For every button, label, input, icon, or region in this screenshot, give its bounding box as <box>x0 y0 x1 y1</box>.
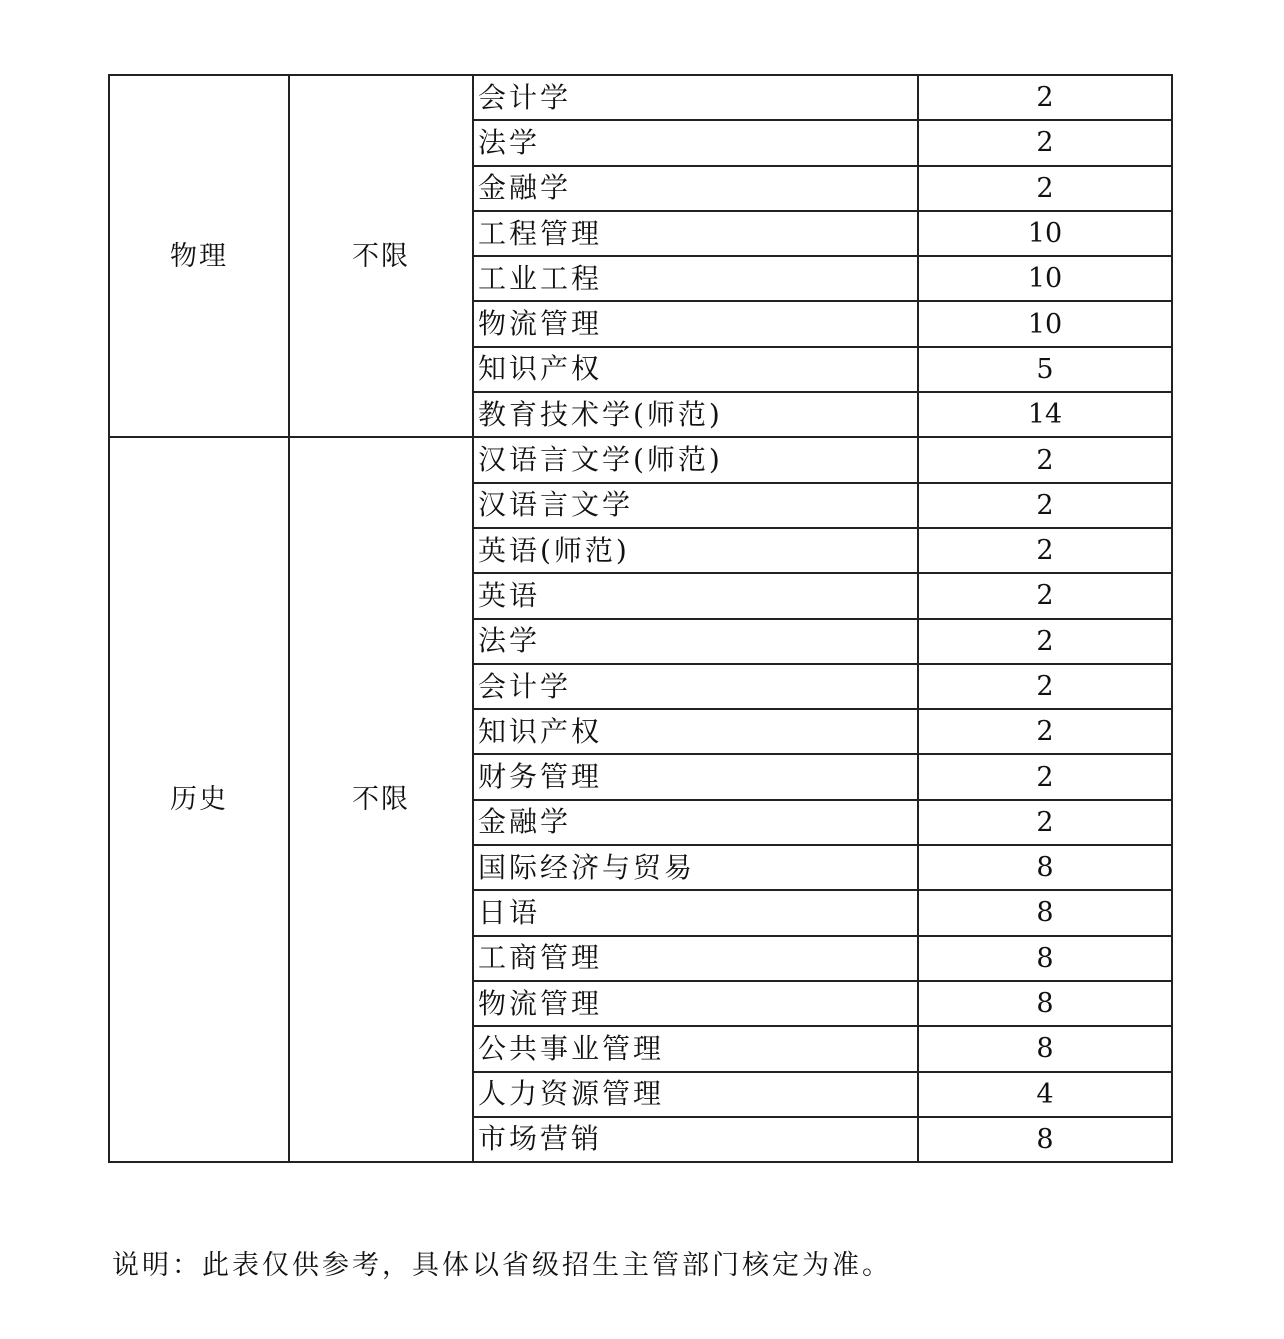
major-cell: 财务管理 <box>473 754 918 799</box>
major-cell: 英语 <box>473 573 918 618</box>
table-row <box>109 75 1172 120</box>
major-cell: 物流管理 <box>473 301 918 346</box>
count-cell: 2 <box>918 437 1172 482</box>
count-cell: 8 <box>918 1026 1172 1071</box>
table-row <box>109 437 1172 482</box>
count-cell: 2 <box>918 619 1172 664</box>
count-cell: 8 <box>918 1117 1172 1162</box>
count-cell: 8 <box>918 936 1172 981</box>
count-cell: 2 <box>918 664 1172 709</box>
major-cell: 英语(师范) <box>473 528 918 573</box>
enrollment-table-container <box>108 74 1173 1163</box>
major-cell: 日语 <box>473 890 918 935</box>
count-cell: 8 <box>918 845 1172 890</box>
count-cell: 8 <box>918 981 1172 1026</box>
major-cell: 人力资源管理 <box>473 1072 918 1117</box>
major-cell: 汉语言文学(师范) <box>473 437 918 482</box>
major-cell: 会计学 <box>473 664 918 709</box>
count-cell: 2 <box>918 528 1172 573</box>
major-cell: 市场营销 <box>473 1117 918 1162</box>
count-cell: 14 <box>918 392 1172 437</box>
major-cell: 金融学 <box>473 800 918 845</box>
count-cell: 2 <box>918 166 1172 211</box>
major-cell: 法学 <box>473 619 918 664</box>
table-note: 说明：此表仅供参考，具体以省级招生主管部门核定为准。 <box>112 1250 892 1281</box>
subject-cell: 物理 <box>109 75 289 437</box>
major-cell: 公共事业管理 <box>473 1026 918 1071</box>
subject-cell: 历史 <box>109 437 289 1162</box>
count-cell: 10 <box>918 301 1172 346</box>
major-cell: 汉语言文学 <box>473 483 918 528</box>
major-cell: 工业工程 <box>473 256 918 301</box>
requirement-cell: 不限 <box>289 437 473 1162</box>
enrollment-plan-table <box>108 74 1173 1163</box>
count-cell: 2 <box>918 754 1172 799</box>
count-cell: 5 <box>918 347 1172 392</box>
count-cell: 2 <box>918 800 1172 845</box>
count-cell: 10 <box>918 211 1172 256</box>
major-cell: 知识产权 <box>473 709 918 754</box>
major-cell: 国际经济与贸易 <box>473 845 918 890</box>
major-cell: 法学 <box>473 120 918 165</box>
count-cell: 2 <box>918 75 1172 120</box>
count-cell: 8 <box>918 890 1172 935</box>
major-cell: 物流管理 <box>473 981 918 1026</box>
count-cell: 2 <box>918 483 1172 528</box>
major-cell: 工程管理 <box>473 211 918 256</box>
major-cell: 知识产权 <box>473 347 918 392</box>
major-cell: 教育技术学(师范) <box>473 392 918 437</box>
major-cell: 金融学 <box>473 166 918 211</box>
count-cell: 4 <box>918 1072 1172 1117</box>
count-cell: 10 <box>918 256 1172 301</box>
count-cell: 2 <box>918 573 1172 618</box>
requirement-cell: 不限 <box>289 75 473 437</box>
table-body <box>109 75 1172 1162</box>
count-cell: 2 <box>918 120 1172 165</box>
count-cell: 2 <box>918 709 1172 754</box>
major-cell: 工商管理 <box>473 936 918 981</box>
major-cell: 会计学 <box>473 75 918 120</box>
